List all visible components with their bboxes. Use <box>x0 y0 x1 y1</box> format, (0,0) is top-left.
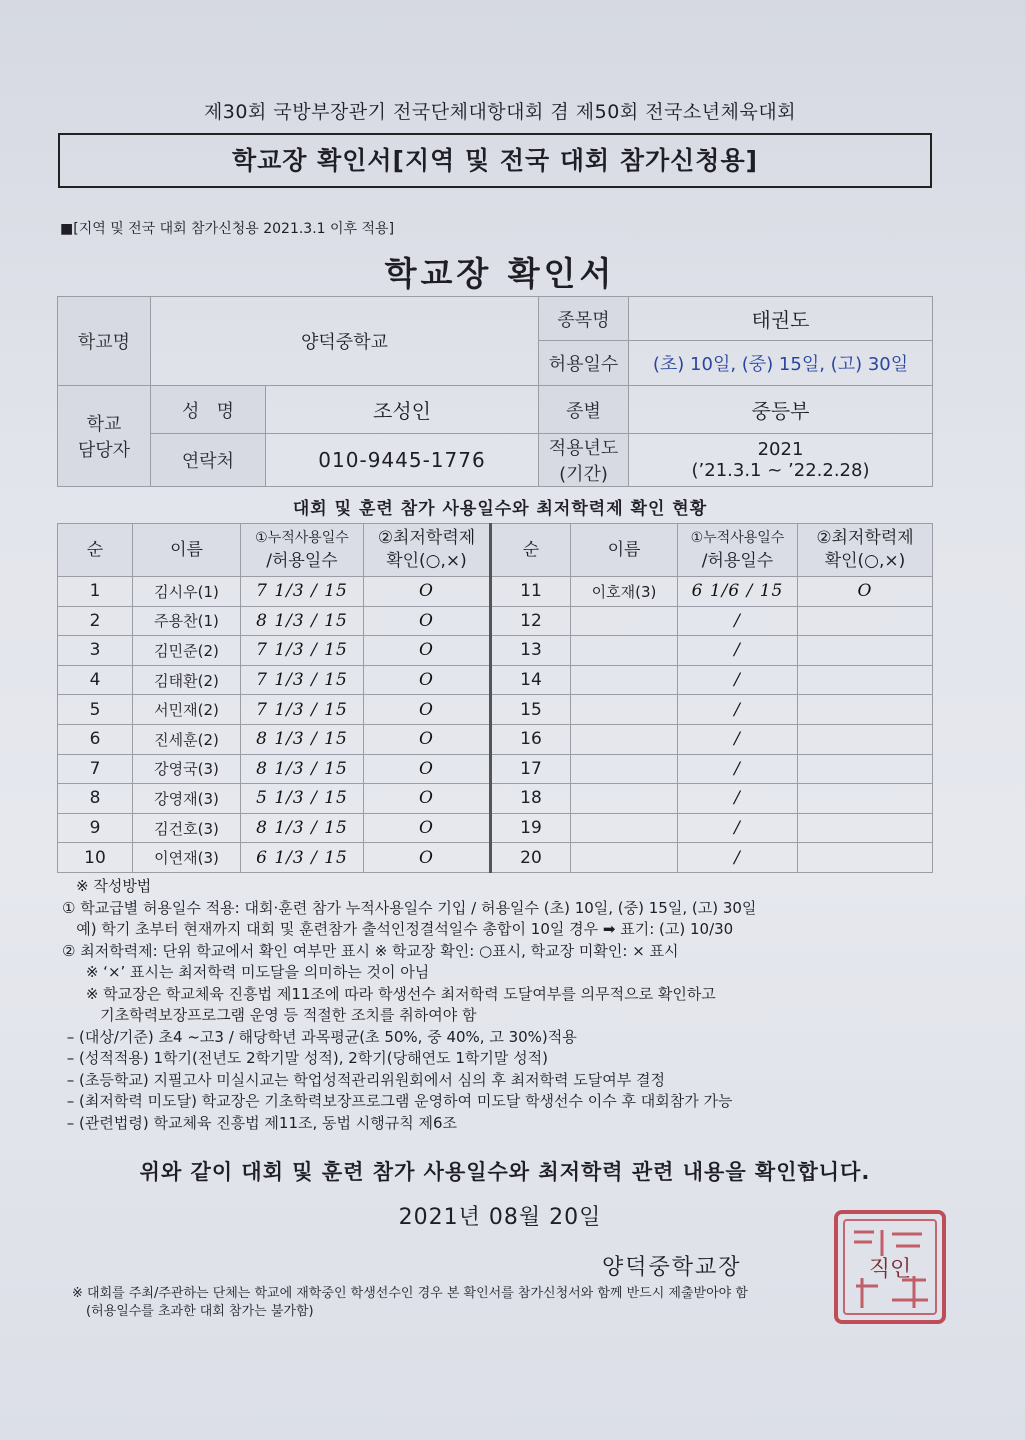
school-info-table <box>57 296 933 487</box>
student-name: 주용찬(1) <box>133 606 241 636</box>
col-days-line2: /허용일수 <box>266 551 338 571</box>
grade-check: O <box>364 724 491 754</box>
note-line: – (최저학력 미도달) 학교장은 기초학력보장프로그램 운영하여 미도달 학생선수 이수 후 대회참가 가능 <box>62 1092 733 1110</box>
event-title: 제30회 국방부장관기 전국단체대항대회 겸 제50회 전국소년체육대회 <box>203 101 797 123</box>
school-name: 양덕중학교 <box>151 297 539 386</box>
grade-check: O <box>364 754 491 784</box>
row-no: 18 <box>491 784 571 814</box>
principal-name: 양덕중학교장 <box>602 1255 742 1280</box>
row-no: 5 <box>58 695 133 725</box>
grade-check: O <box>364 695 491 725</box>
manager-label-line1: 학교 <box>86 414 122 435</box>
days-used: 6 1/3 / 15 <box>241 843 364 873</box>
days-used: / <box>678 636 798 666</box>
table-row <box>58 577 933 607</box>
notes-lines <box>62 898 942 1135</box>
year-label-line1: 적용년도 <box>548 438 619 459</box>
student-name: 이호재(3) <box>571 577 678 607</box>
confirm-statement: 위와 같이 대회 및 훈련 참가 사용일수와 최저학력 관련 내용을 확인합니다. <box>139 1160 871 1184</box>
days-used: / <box>678 843 798 873</box>
student-name <box>571 754 678 784</box>
school-label: 학교명 <box>58 297 151 386</box>
seal-text: 직인 <box>868 1257 912 1282</box>
year-label <box>539 434 629 487</box>
col-grade-line2: 확인(○,×) <box>386 551 467 571</box>
note-line: – (성적적용) 1학기(전년도 2학기말 성적), 2학기(당해연도 1학기말 성적) <box>62 1049 548 1067</box>
row-no: 3 <box>58 636 133 666</box>
grade-check: O <box>364 784 491 814</box>
contact-label: 연락처 <box>151 434 266 487</box>
row-no: 4 <box>58 665 133 695</box>
table-row <box>58 665 933 695</box>
note-line: ② 최저학력제: 단위 학교에서 확인 여부만 표시 ※ 학교장 확인: ○표시, 학교장 미확인: × 표시 <box>62 941 679 960</box>
student-name <box>571 843 678 873</box>
table-row <box>58 754 933 784</box>
note-line: ※ ‘×’ 표시는 최저학력 미도달을 의미하는 것이 아님 <box>62 963 430 981</box>
days-used: 7 1/3 / 15 <box>241 695 364 725</box>
grade-check <box>798 784 933 814</box>
days-used: 8 1/3 / 15 <box>241 754 364 784</box>
year-value-line2: (’21.3.1 ~ ’22.2.28) <box>691 460 870 481</box>
sport-label: 종목명 <box>539 297 629 341</box>
row-no: 9 <box>58 813 133 843</box>
col-no: 순 <box>58 524 133 577</box>
row-no: 8 <box>58 784 133 814</box>
student-name: 서민재(2) <box>133 695 241 725</box>
notes-heading: ※ 작성방법 <box>76 877 152 895</box>
student-name <box>571 665 678 695</box>
col-days-2 <box>678 524 798 577</box>
student-name <box>571 784 678 814</box>
note-line: 기초학력보장프로그램 운영 등 적절한 조치를 취하여야 함 <box>62 1006 477 1024</box>
footnote-line2: (허용일수를 초과한 대회 참가는 불가함) <box>86 1304 314 1319</box>
note-line: ① 학교급별 허용일수 적용: 대회·훈련 참가 누적사용일수 기입 / 허용일수 (초) 10일, (중) 15일, (고) 30일 <box>62 898 757 917</box>
note-line: 예) 학기 초부터 현재까지 대회 및 훈련참가 출석인정결석일수 총합이 10일 경우 ➡ 표기: (고) 10/30 <box>62 920 734 938</box>
days-used: 5 1/3 / 15 <box>241 784 364 814</box>
note-line: ※ 학교장은 학교체육 진흥법 제11조에 따라 학생선수 최저학력 도달여부를 의무적으로 확인하고 <box>62 984 716 1003</box>
row-no: 15 <box>491 695 571 725</box>
student-name: 김민준(2) <box>133 636 241 666</box>
row-no: 13 <box>491 636 571 666</box>
main-title: 학교장 확인서 <box>384 254 616 293</box>
official-seal <box>832 1208 948 1326</box>
days-used: 8 1/3 / 15 <box>241 724 364 754</box>
student-table <box>57 523 933 873</box>
days-used: 8 1/3 / 15 <box>241 813 364 843</box>
note-line: – (초등학교) 지필고사 미실시교는 학업성적관리위원회에서 심의 후 최저학력 도달여부 결정 <box>62 1070 666 1089</box>
note-line: – (관련법령) 학교체육 진흥법 제11조, 동법 시행규칙 제6조 <box>62 1113 458 1132</box>
col-grade <box>364 524 491 577</box>
row-no: 10 <box>58 843 133 873</box>
footnote <box>72 1285 748 1321</box>
student-name <box>571 636 678 666</box>
grade-check: O <box>364 843 491 873</box>
col-grade2-line2: 확인(○,×) <box>824 551 906 571</box>
category-label: 종별 <box>539 386 629 434</box>
row-no: 2 <box>58 606 133 636</box>
student-name: 진세훈(2) <box>133 724 241 754</box>
student-name <box>571 813 678 843</box>
table-row <box>58 813 933 843</box>
row-no: 11 <box>491 577 571 607</box>
student-name: 강영국(3) <box>133 754 241 784</box>
student-name <box>571 724 678 754</box>
col-grade2-line1: ②최저학력제 <box>816 528 914 548</box>
applies-note: ■[지역 및 전국 대회 참가신청용 2021.3.1 이후 적용] <box>60 221 395 237</box>
col-no-2: 순 <box>491 524 571 577</box>
allowed-days-value: (초) 10일, (중) 15일, (고) 30일 <box>629 341 933 386</box>
days-used: / <box>678 724 798 754</box>
grade-check: O <box>798 577 933 607</box>
col-days2-line2: /허용일수 <box>701 551 774 571</box>
footnote-line1: ※ 대회를 주최/주관하는 단체는 학교에 재학중인 학생선수인 경우 본 확인서를 참가신청서와 함께 반드시 제출받아야 함 <box>72 1286 748 1301</box>
year-value <box>629 434 933 487</box>
row-no: 17 <box>491 754 571 784</box>
days-used: 6 1/6 / 15 <box>678 577 798 607</box>
col-name-2: 이름 <box>571 524 678 577</box>
grade-check: O <box>364 813 491 843</box>
days-used: / <box>678 784 798 814</box>
student-name: 김시우(1) <box>133 577 241 607</box>
table-row <box>58 724 933 754</box>
issue-date: 2021년 08월 20일 <box>398 1205 602 1230</box>
table-row <box>58 843 933 873</box>
student-name: 강영재(3) <box>133 784 241 814</box>
col-days2-line1: ①누적사용일수 <box>690 530 785 546</box>
table-row <box>58 695 933 725</box>
name-label: 성 명 <box>151 386 266 434</box>
days-used: / <box>678 665 798 695</box>
col-grade-line1: ②최저학력제 <box>377 528 476 548</box>
grade-check <box>798 636 933 666</box>
student-name <box>571 695 678 725</box>
section-title: 대회 및 훈련 참가 사용일수와 최저학력제 확인 현황 <box>292 499 708 519</box>
row-no: 16 <box>491 724 571 754</box>
row-no: 7 <box>58 754 133 784</box>
col-days-line1: ①누적사용일수 <box>255 530 349 546</box>
student-name: 김건호(3) <box>133 813 241 843</box>
student-name: 이연재(3) <box>133 843 241 873</box>
col-grade-2 <box>798 524 933 577</box>
table-row <box>58 606 933 636</box>
sport-value: 태권도 <box>629 297 933 341</box>
row-no: 6 <box>58 724 133 754</box>
student-name <box>571 606 678 636</box>
days-used: / <box>678 606 798 636</box>
table-row <box>58 784 933 814</box>
table-row <box>58 636 933 666</box>
row-no: 1 <box>58 577 133 607</box>
days-used: 7 1/3 / 15 <box>241 636 364 666</box>
days-used: 8 1/3 / 15 <box>241 606 364 636</box>
grade-check <box>798 843 933 873</box>
manager-name: 조성인 <box>266 386 539 434</box>
grade-check: O <box>364 606 491 636</box>
days-used: / <box>678 754 798 784</box>
days-used: / <box>678 695 798 725</box>
category-value: 중등부 <box>629 386 933 434</box>
row-no: 20 <box>491 843 571 873</box>
grade-check: O <box>364 636 491 666</box>
row-no: 12 <box>491 606 571 636</box>
certificate-title-box: 학교장 확인서[지역 및 전국 대회 참가신청용] <box>58 133 932 188</box>
year-value-line1: 2021 <box>757 439 804 460</box>
student-table-body <box>58 577 933 873</box>
row-no: 14 <box>491 665 571 695</box>
grade-check <box>798 606 933 636</box>
student-name: 김태환(2) <box>133 665 241 695</box>
grade-check <box>798 754 933 784</box>
col-name: 이름 <box>133 524 241 577</box>
grade-check <box>798 724 933 754</box>
allowed-days-label: 허용일수 <box>539 341 629 386</box>
grade-check <box>798 695 933 725</box>
contact-value: 010-9445-1776 <box>266 434 539 487</box>
row-no: 19 <box>491 813 571 843</box>
manager-label <box>58 386 151 487</box>
days-used: 7 1/3 / 15 <box>241 577 364 607</box>
grade-check: O <box>364 665 491 695</box>
grade-check: O <box>364 577 491 607</box>
days-used: / <box>678 813 798 843</box>
days-used: 7 1/3 / 15 <box>241 665 364 695</box>
writing-notes <box>62 876 942 1134</box>
manager-label-line2: 담당자 <box>77 440 131 461</box>
note-line: – (대상/기준) 초4 ~고3 / 해당학년 과목평균(초 50%, 중 40%, 고 30%)적용 <box>62 1027 577 1046</box>
grade-check <box>798 665 933 695</box>
year-label-line2: (기간) <box>559 464 608 485</box>
grade-check <box>798 813 933 843</box>
col-days <box>241 524 364 577</box>
